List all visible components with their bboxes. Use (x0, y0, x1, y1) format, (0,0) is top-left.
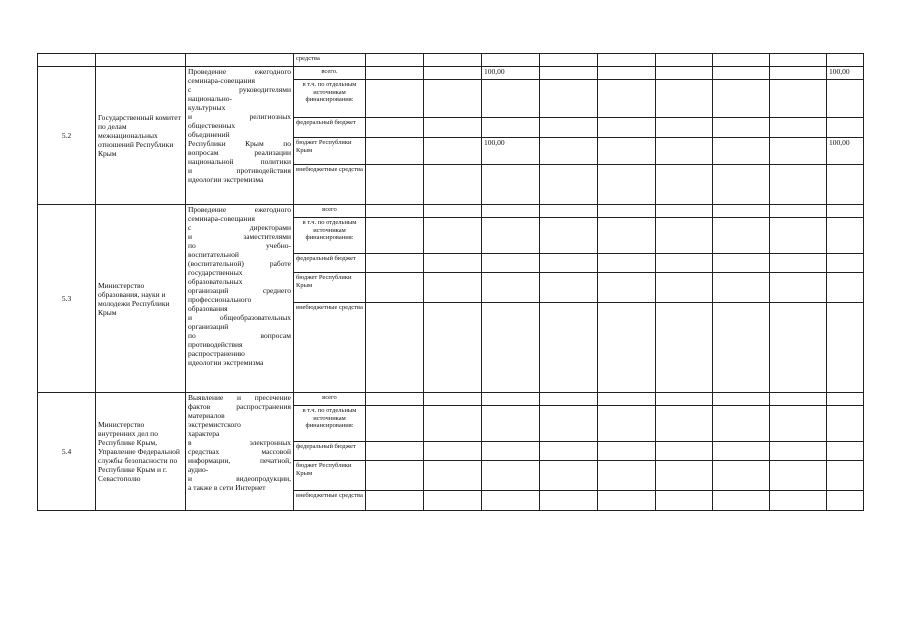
value-cell (770, 54, 827, 67)
value-cell (366, 491, 424, 511)
funding-table (37, 53, 864, 511)
value-cell (827, 218, 864, 254)
value-cell (482, 118, 540, 138)
event-line: образования (188, 304, 228, 313)
value-cell (656, 138, 713, 165)
value-cell (482, 303, 540, 393)
value-cell (713, 254, 770, 273)
value-cell (598, 461, 656, 491)
event-line: Проведение ежегодного (188, 205, 291, 214)
value-cell (770, 393, 827, 406)
value-cell (713, 218, 770, 254)
value-cell (770, 67, 827, 80)
source-cell (294, 442, 366, 461)
value-cell (366, 254, 424, 273)
value-cell (827, 393, 864, 406)
value-cell (540, 491, 598, 511)
value-cell (656, 393, 713, 406)
value-cell (482, 406, 540, 442)
value-cell (598, 67, 656, 80)
value-cell (770, 80, 827, 118)
value-cell (366, 393, 424, 406)
value-cell (770, 118, 827, 138)
source-cell (294, 303, 366, 393)
event-line: и общеобразовательных (188, 313, 291, 322)
event-line: культурных (188, 103, 226, 112)
value-cell (482, 461, 540, 491)
value-cell (656, 118, 713, 138)
value-cell (540, 118, 598, 138)
value-cell (656, 80, 713, 118)
value-cell (424, 491, 482, 511)
source-cell (294, 205, 366, 218)
value-cell (713, 273, 770, 303)
event-line: Проведение ежегодного (188, 67, 291, 76)
value-cell (656, 54, 713, 67)
value-cell (827, 406, 864, 442)
value-cell (827, 461, 864, 491)
source-label: федеральный бюджет (296, 443, 356, 450)
event-line: характера (188, 429, 220, 438)
value-cell (366, 138, 424, 165)
source-label: федеральный бюджет (296, 255, 356, 262)
value-cell (540, 393, 598, 406)
source-label: бюджет Республики Крым (296, 462, 352, 477)
table-row (38, 393, 864, 406)
value-cell (598, 218, 656, 254)
value-cell (482, 54, 540, 67)
value-cell (424, 393, 482, 406)
event-line: Выявление и пресечение (188, 393, 291, 402)
value-cell (598, 303, 656, 393)
event-line: и видеопродукции, (188, 474, 291, 483)
source-cell (294, 393, 366, 406)
value-cell (366, 461, 424, 491)
value-cell (366, 54, 424, 67)
value-cell (540, 218, 598, 254)
source-cell (294, 80, 366, 118)
value-cell (713, 442, 770, 461)
event-line: аудио- (188, 465, 209, 474)
value-cell (770, 491, 827, 511)
event-line: объединений (188, 130, 230, 139)
num-cell (38, 54, 96, 67)
value-cell (713, 165, 770, 205)
value-cell (598, 273, 656, 303)
event-line: с руководителями (188, 85, 291, 94)
source-label: в т.ч. по отдельным источникам финансирования: (302, 81, 357, 103)
source-label: средства (296, 55, 320, 62)
event-line: воспитательной (188, 250, 239, 259)
value-cell (482, 442, 540, 461)
source-cell (294, 273, 366, 303)
table-row (38, 67, 864, 80)
value-cell (598, 165, 656, 205)
event-cell (186, 205, 294, 393)
event-line: средствах массовой (188, 447, 291, 456)
value-cell (366, 67, 424, 80)
value-cell (598, 54, 656, 67)
event-line: по учебно- (188, 241, 291, 250)
source-label: в т.ч. по отдельным источникам финансирования: (302, 407, 357, 429)
event-line: общественных (188, 121, 236, 130)
source-label: бюджет Республики Крым (296, 139, 352, 154)
value-cell (366, 406, 424, 442)
value-cell (827, 80, 864, 118)
source-label: в т.ч. по отдельным источникам финансирования: (302, 219, 357, 241)
value-cell: 100,00 (482, 138, 540, 165)
event-line: а также в сети Интернет (188, 483, 266, 492)
event-line: и религиозных (188, 112, 291, 121)
value-cell (424, 218, 482, 254)
value-cell (540, 54, 598, 67)
value-cell (770, 205, 827, 218)
source-label: федеральный бюджет (296, 119, 356, 126)
value-cell (366, 303, 424, 393)
source-label: внебюджетные средства (296, 492, 363, 499)
value-cell (827, 254, 864, 273)
value-cell (598, 118, 656, 138)
value-cell (827, 273, 864, 303)
value-cell (770, 406, 827, 442)
event-line: национальной политики (188, 157, 291, 166)
value-cell (424, 461, 482, 491)
source-cell (294, 67, 366, 80)
value-cell (540, 442, 598, 461)
value-cell (827, 54, 864, 67)
value-cell (713, 461, 770, 491)
source-label: внебюджетные средства (296, 166, 363, 173)
value-cell (656, 254, 713, 273)
event-line: организаций (188, 322, 229, 331)
source-cell (294, 138, 366, 165)
event-cell (186, 67, 294, 205)
value-cell (598, 442, 656, 461)
value-cell (827, 303, 864, 393)
value-cell (424, 138, 482, 165)
value-cell (598, 491, 656, 511)
event-line: государственных (188, 268, 243, 277)
value-cell (540, 165, 598, 205)
value-cell (770, 165, 827, 205)
value-cell (424, 303, 482, 393)
value-cell (598, 406, 656, 442)
value-cell (713, 491, 770, 511)
value-cell (424, 80, 482, 118)
value-cell (770, 461, 827, 491)
value-cell (713, 118, 770, 138)
value-cell (656, 273, 713, 303)
source-cell (294, 406, 366, 442)
value-cell (713, 393, 770, 406)
value-cell (366, 80, 424, 118)
value-cell (656, 406, 713, 442)
value-cell (656, 303, 713, 393)
value-cell (827, 118, 864, 138)
value-cell (366, 165, 424, 205)
value-cell (540, 80, 598, 118)
value-cell (713, 67, 770, 80)
event-line: образовательных (188, 277, 243, 286)
source-cell (294, 461, 366, 491)
value-cell (366, 442, 424, 461)
value-cell (656, 165, 713, 205)
value-cell (713, 205, 770, 218)
event-line: идеологии экстремизма (188, 175, 264, 184)
value-cell (482, 80, 540, 118)
value-cell (656, 67, 713, 80)
source-label: бюджет Республики Крым (296, 274, 352, 289)
value-cell (424, 67, 482, 80)
event-line: противодействия (188, 340, 243, 349)
event-line: Республики Крым по (188, 139, 291, 148)
row-number: 5.2 (38, 67, 96, 205)
event-line: с директорами (188, 223, 291, 232)
value-cell (656, 205, 713, 218)
value-cell (482, 165, 540, 205)
value-cell (366, 218, 424, 254)
event-line: по вопросам (188, 331, 291, 340)
value-cell (656, 461, 713, 491)
value-cell (770, 442, 827, 461)
value-cell (540, 254, 598, 273)
value-cell (770, 273, 827, 303)
value-cell (424, 406, 482, 442)
event-line: и противодействия (188, 166, 291, 175)
executor-cell: Государственный комитет по делам межнациональных отношений Республики Крым (96, 67, 186, 205)
value-cell (656, 491, 713, 511)
value-cell (598, 393, 656, 406)
source-cell (294, 54, 366, 67)
executor-cell (96, 54, 186, 67)
value-cell (713, 54, 770, 67)
value-cell (424, 205, 482, 218)
value-cell (482, 205, 540, 218)
value-cell (540, 67, 598, 80)
value-cell (713, 138, 770, 165)
value-cell (366, 118, 424, 138)
value-cell (770, 138, 827, 165)
source-cell (294, 165, 366, 205)
event-line: экстремистского (188, 420, 241, 429)
value-cell (424, 442, 482, 461)
source-label: всего (322, 206, 337, 213)
value-cell (482, 273, 540, 303)
value-cell (424, 118, 482, 138)
value-cell (424, 54, 482, 67)
value-cell (482, 218, 540, 254)
event-cell (186, 54, 294, 67)
table-row (38, 54, 864, 67)
row-number: 5.4 (38, 393, 96, 511)
value-cell (366, 273, 424, 303)
value-cell (540, 205, 598, 218)
event-line: идеологии экстремизма (188, 358, 264, 367)
event-line: национально- (188, 94, 232, 103)
event-line: профессионального (188, 295, 252, 304)
value-cell: 100,00 (482, 67, 540, 80)
value-cell (366, 205, 424, 218)
value-cell (424, 254, 482, 273)
value-cell (482, 393, 540, 406)
value-cell (770, 254, 827, 273)
event-line: материалов (188, 411, 225, 420)
value-cell (482, 491, 540, 511)
source-label: всего. (321, 68, 338, 75)
value-cell: 100,00 (827, 67, 864, 80)
value-cell (540, 406, 598, 442)
table-row (38, 205, 864, 218)
source-cell (294, 118, 366, 138)
event-line: и заместителями (188, 232, 291, 241)
executor-cell: Министерство внутренних дел по Республике Крым, Управление Федеральной службы безопасности по Республике Крым и г. Севастополю (96, 393, 186, 511)
value-cell (827, 442, 864, 461)
event-line: организаций среднего (188, 286, 291, 295)
event-cell (186, 393, 294, 511)
executor-cell: Министерство образования, науки и молодежи Республики Крым (96, 205, 186, 393)
value-cell (598, 205, 656, 218)
row-number: 5.3 (38, 205, 96, 393)
source-cell (294, 218, 366, 254)
value-cell (540, 461, 598, 491)
value-cell (598, 254, 656, 273)
value-cell (713, 80, 770, 118)
value-cell (827, 165, 864, 205)
value-cell (713, 406, 770, 442)
event-line: информации, печатной, (188, 456, 291, 465)
value-cell (656, 442, 713, 461)
value-cell (540, 303, 598, 393)
value-cell (424, 273, 482, 303)
source-cell (294, 254, 366, 273)
value-cell: 100,00 (827, 138, 864, 165)
value-cell (482, 254, 540, 273)
event-line: распространению (188, 349, 245, 358)
value-cell (827, 205, 864, 218)
event-line: семинара-совещания (188, 214, 255, 223)
value-cell (540, 273, 598, 303)
event-line: фактов распространения (188, 402, 291, 411)
value-cell (656, 218, 713, 254)
value-cell (598, 80, 656, 118)
source-label: внебюджетные средства (296, 304, 363, 311)
event-line: вопросам реализации (188, 148, 291, 157)
event-line: семинара-совещания (188, 76, 255, 85)
event-line: в электронных (188, 438, 291, 447)
source-label: всего (322, 394, 337, 401)
event-line: (воспитательной) работе (188, 259, 291, 268)
value-cell (713, 303, 770, 393)
value-cell (827, 491, 864, 511)
value-cell (598, 138, 656, 165)
value-cell (770, 303, 827, 393)
value-cell (424, 165, 482, 205)
value-cell (540, 138, 598, 165)
value-cell (770, 218, 827, 254)
source-cell (294, 491, 366, 511)
